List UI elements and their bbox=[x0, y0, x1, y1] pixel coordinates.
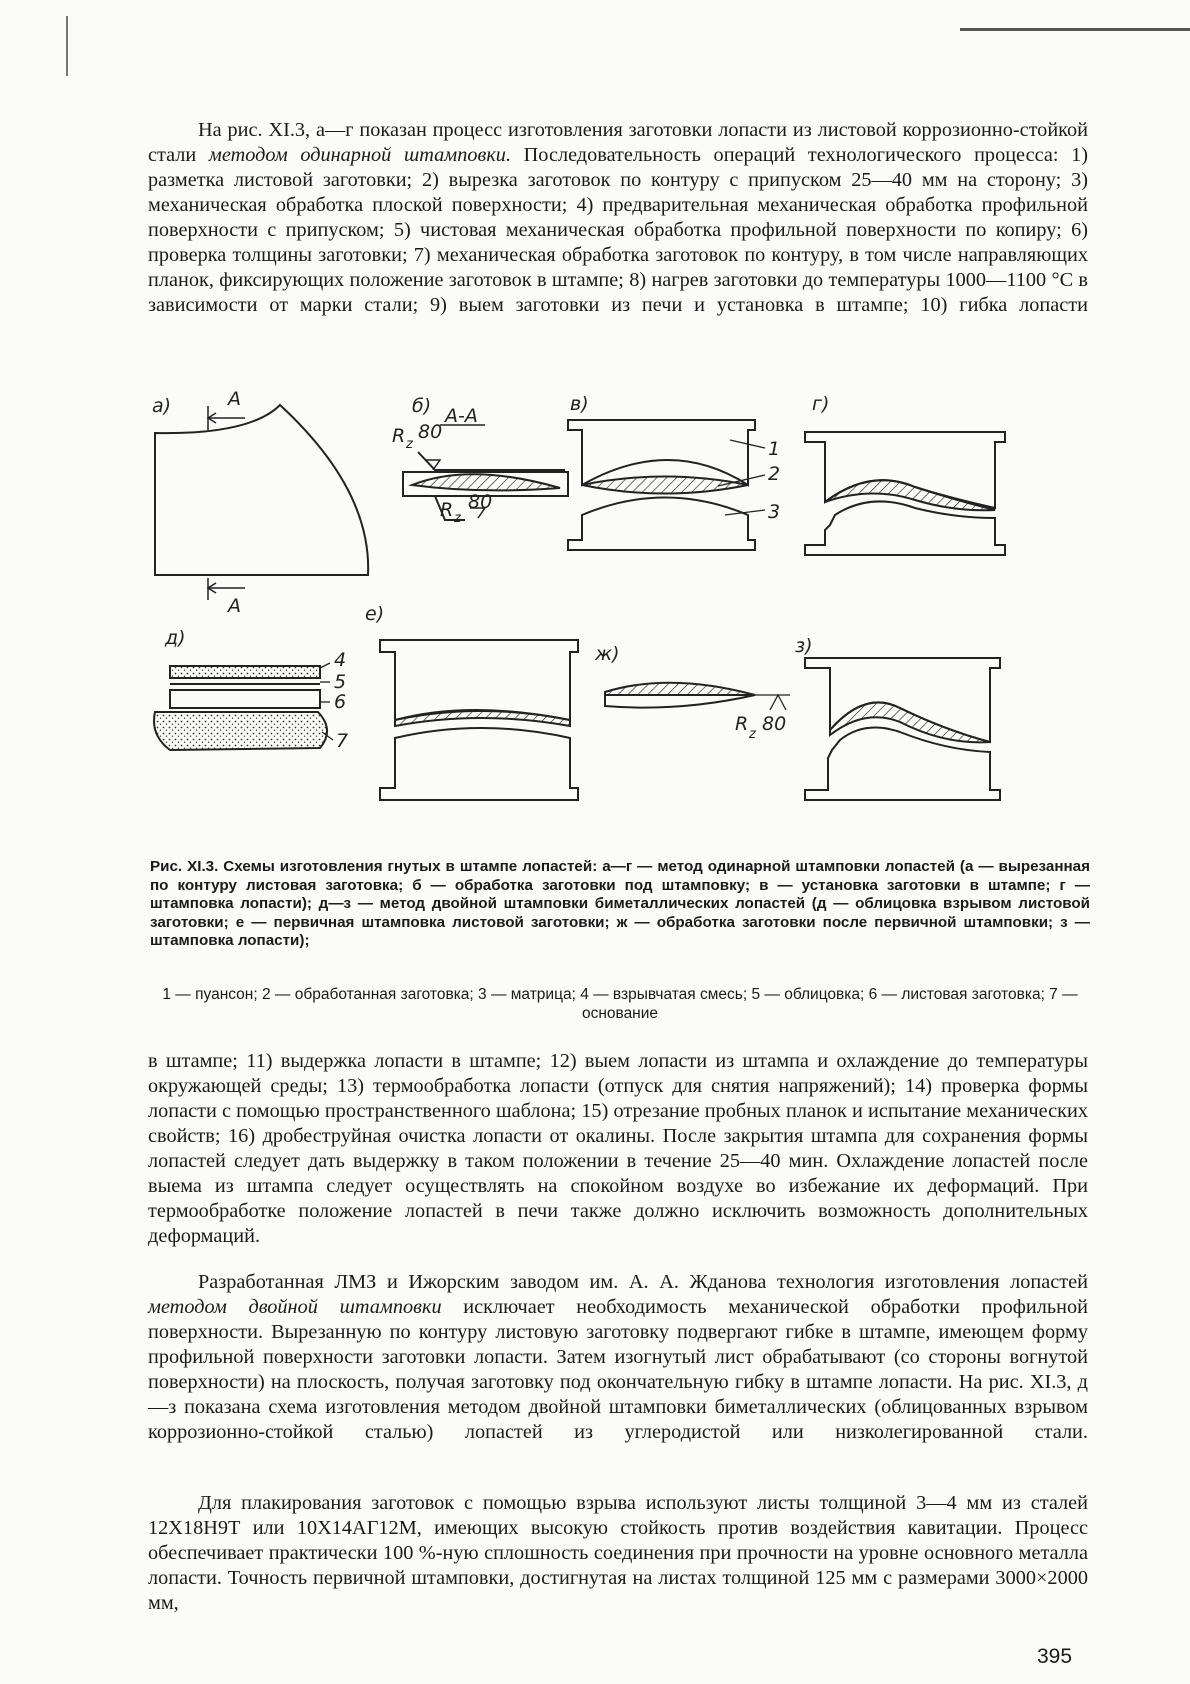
roughness-1-value: 80 bbox=[418, 421, 443, 443]
paragraph-2: в штампе; 11) выдержка лопасти в штампе; 12) выем лопасти из штампа и охлаждение до температуры окружающей среды; 13) термообработка лопасти (отпуск для снятия напряжений); 14) проверка формы лопасти с помощью пространственного шаблона; 15) отрезание пробных планок и испытание механических свойств; 16) дробеструйная очистка лопасти от окалины. После закрытия штампа для сохранения формы лопастей следует дать выдержку в таком положении в течение 25—40 мин. Охлаждение лопастей после выема из штампа следует осуществлять на спокойном воздухе во избежание их деформаций. При термообработке положение лопастей в печи также должно исключить возможность дополнительных деформаций. bbox=[148, 1050, 1088, 1247]
panel-e-primary-stamping bbox=[380, 640, 578, 800]
label-e: е) bbox=[365, 603, 385, 625]
label-b: б) bbox=[412, 395, 432, 417]
paragraph-3 bbox=[148, 1270, 1088, 1445]
paragraph-3-emphasis: методом двойной штамповки bbox=[148, 1296, 442, 1318]
panel-a-blank bbox=[155, 405, 368, 600]
paragraph-1 bbox=[148, 118, 1088, 318]
part-number-5: 5 bbox=[334, 671, 347, 693]
figure-drawing bbox=[150, 390, 1100, 855]
roughness-2-r: R bbox=[440, 499, 454, 521]
margin-mark bbox=[66, 16, 68, 76]
figure-caption: Рис. XI.3. Схемы изготовления гнутых в штампе лопастей: а—г — метод одинарной штамповки лопастей (а — вырезанная по контуру листовая заготовка; б — обработка заготовки под штамповку; в — установка заготовки в штампе; г — штамповка лопасти); д—з — метод двойной штамповки биметаллических лопастей (д — облицовка взрывом листовой заготовки; е — первичная штамповка листовой заготовки; ж — обработка заготовки после первичной штамповки; з — штамповка лопасти); bbox=[150, 858, 1090, 949]
roughness-3-z: z bbox=[749, 727, 756, 742]
panel-v-die-setup bbox=[568, 420, 765, 550]
paragraph-4 bbox=[148, 1491, 1088, 1616]
page-number: 395 bbox=[1037, 1645, 1073, 1668]
label-z: з) bbox=[795, 635, 813, 657]
part-number-2: 2 bbox=[768, 463, 781, 485]
arrow-label-top: А bbox=[228, 390, 241, 410]
label-d: д) bbox=[165, 627, 186, 649]
label-a: а) bbox=[152, 395, 172, 417]
paragraph-3-text-a: Разработанная ЛМЗ и Ижорским заводом им. А. А. Жданова технология изготовления лопастей bbox=[198, 1271, 1088, 1293]
roughness-3-value: 80 bbox=[762, 713, 787, 735]
paragraph-1-emphasis: методом одинарной штамповки. bbox=[208, 144, 512, 166]
label-g: г) bbox=[812, 393, 830, 415]
part-number-3: 3 bbox=[768, 501, 781, 523]
paragraph-1-text-a: На рис. XI.3, а—г показан процесс изготовления заготовки лопасти из листовой коррозионно-стойкой стали bbox=[148, 119, 1088, 166]
paragraph-4-text: Для плакирования заготовок с помощью взрыва используют листы толщиной 3—4 мм из сталей 12Х18Н9Т или 10Х14АГ12М, имеющих высокую стойкость против воздействия кавитации. Процесс обеспечивает практически 100 %-ную сплошность соединения при прочности на уровне основного металла лопасти. Точность первичной штамповки, достигнутая на листах толщиной 125 мм с размерами 3000×2000 мм, bbox=[148, 1492, 1088, 1614]
paragraph-1-text-b: Последовательность операций технологического процесса: 1) разметка листовой заготовки; 2) вырезка заготовок по контуру с припуском 25—40 мм на сторону; 3) механическая обработка плоской поверхности; 4) предварительная механическая обработка профильной поверхности с припуском; 5) чистовая механическая обработка профильной поверхности по копиру; 6) проверка толщины заготовки; 7) механическая обработка заготовок по контуру, в том числе направляющих планок, фиксирующих положение заготовок в штампе; 8) нагрев заготовки до температуры 1000—1100 °С в зависимости от марки стали; 9) выем заготовки из печи и установка в штампе; 10) гибка лопасти bbox=[148, 144, 1088, 316]
section-label: А-А bbox=[445, 405, 478, 427]
panel-zh-machined bbox=[605, 683, 790, 710]
panel-z-final-stamping bbox=[805, 658, 1000, 800]
roughness-3-r: R bbox=[735, 713, 749, 735]
paragraph-3-text-b: исключает необходимость механической обработки профильной поверхности. Вырезанную по контуру листовую заготовку подвергают гибке в штампе, имеющем форму профильной поверхности заготовки лопасти. Затем изогнутый лист обрабатывают (со стороны вогнутой поверхности) на плоскость, получая заготовку под окончательную гибку в штампе лопасти. На рис. XI.3, д—з показана схема изготовления методом двойной штамповки биметаллических (облицованных взрывом коррозионно-стойкой сталью) лопастей из углеродистой или низколегированной стали. bbox=[148, 1296, 1088, 1443]
part-number-4: 4 bbox=[334, 649, 347, 671]
roughness-2-value: 80 bbox=[468, 491, 493, 513]
roughness-2-z: z bbox=[454, 511, 461, 526]
arrow-label-bottom: А bbox=[228, 595, 241, 617]
panel-d-cladding bbox=[154, 663, 333, 750]
roughness-1-r: R bbox=[392, 425, 406, 447]
label-v: в) bbox=[570, 393, 589, 415]
figure-legend: 1 — пуансон; 2 — обработанная заготовка; 3 — матрица; 4 — взрывчатая смесь; 5 — облицовка; 6 — листовая заготовка; 7 — основание bbox=[162, 986, 1078, 1022]
part-number-7: 7 bbox=[336, 730, 349, 752]
part-number-1: 1 bbox=[768, 438, 781, 460]
figure-xi-3 bbox=[150, 390, 1100, 855]
label-zh: ж) bbox=[595, 643, 620, 665]
scan-edge-line bbox=[960, 28, 1190, 31]
panel-g-stamping bbox=[805, 432, 1005, 555]
roughness-1-z: z bbox=[406, 437, 413, 452]
part-number-6: 6 bbox=[334, 691, 347, 713]
